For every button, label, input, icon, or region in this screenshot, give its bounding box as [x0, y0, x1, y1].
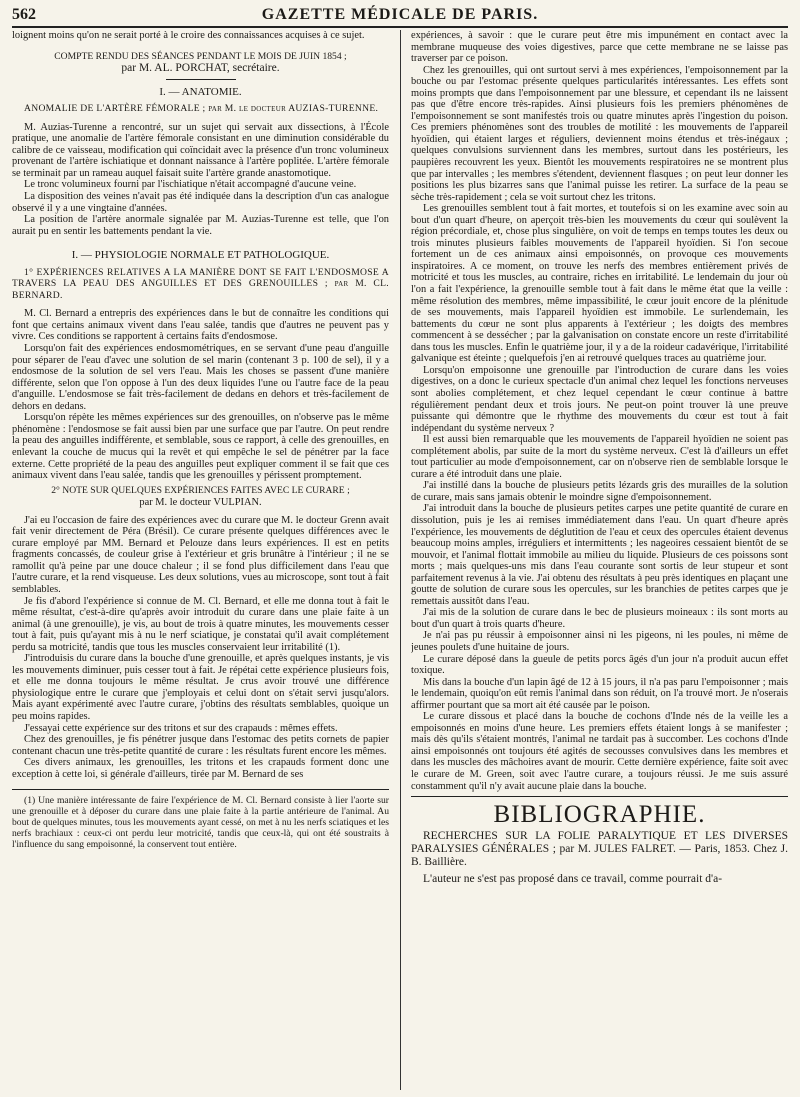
anomaly-title: ANOMALIE DE L'ARTÈRE FÉMORALE ; par M. le docteur AUZIAS-TURENNE. — [24, 103, 379, 115]
journal-title: GAZETTE MÉDICALE DE PARIS. — [261, 6, 539, 23]
endosmosis-paragraph: M. Cl. Bernard a entrepris des expériences dans le but de connaître les conditions qui font que certains animaux vivent dans l'eau salée, tandis que d'autres ne peuvent pas y vivre. Ces conditions se rapportent à certains faits d'endosmose. — [12, 308, 389, 343]
footnote: (1) Une manière intéressante de faire l'expérience de M. Cl. Bernard consiste à lier l'aorte sur une grenouille et à déposer du curare dans une plaie faite à la partie antérieure de l'animal. Au bout de quelques minutes, tous les mouvements ayant cessé, on met à nu les nerfs sciatiques et les nerfs brachiaux : ceux-ci ont perdu leur motricité, tandis que ceux-là, qui ont été soustraits à l'influence du sang empoisonné, la conservent tout entière. — [12, 795, 389, 851]
curare-paragraph: Je fis d'abord l'expérience si connue de M. Cl. Bernard, et elle me donna tout à fait le même résultat, c'est-à-dire qu'après avoir introduit du curare dans une plaie faite à un animal (à une grenouille), je vis, au bout de trois à quatre minutes, les mouvements cesser tout à fait, puis qu'ayant mis à nu le nerf sciatique, je constatai qu'il avait complétement perdu sa motricité, tandis que tous les muscles conservaient leur irritabilité (1). — [12, 595, 389, 653]
intro-paragraph: loignent moins qu'on ne serait porté à le croire des connaissances acquises à ce sujet. — [12, 30, 365, 41]
curare-paragraph: Chez des grenouilles, je fis pénétrer jusque dans l'estomac des petits cornets de papier contenant chacun une très-petite quantité de curare : les résultats furent encore les mêmes. — [12, 734, 389, 757]
left-column — [12, 30, 389, 1090]
curare-paragraph: Le curare dissous et placé dans la bouche de cochons d'Inde nés de la veille les a empoisonnés en moins d'une heure. Les premiers effets étaient longs à se manifester ; mais dès qu'ils s'étaient montrés, l'animal ne tardait pas à succomber. Les cochons d'Inde ainsi empoisonnés ont toujours été agités de secousses convulsives dans les membres et dans les muscles des mâchoires avant de mourir. Cette dernière expérience, faite soit avec le curare de M. Green, soit avec l'autre curare, a toujours réussi. Je me suis assuré constamment qu'il n'y avait aucune plaie dans la bouche. — [411, 711, 788, 792]
curare-paragraph: Je n'ai pas pu réussir à empoisonner ainsi ni les pigeons, ni les poules, ni même de jeunes poulets d'une huitaine de jours. — [411, 630, 788, 653]
column-divider — [400, 30, 401, 1090]
footnote-rule — [12, 789, 389, 790]
report-author: par M. AL. PORCHAT, secrétaire. — [121, 62, 280, 75]
page-header — [12, 4, 788, 28]
endosmosis-title: 1° EXPÉRIENCES RELATIVES A LA MANIÈRE DONT SE FAIT L'ENDOSMOSE A TRAVERS LA PEAU DES ANGUILLES ET DES GRENOUILLES ; par M. CL. BERNARD. — [12, 266, 389, 301]
curare-paragraph: J'ai mis de la solution de curare dans le bec de plusieurs moineaux : ils sont morts au bout d'un quart à trois quarts d'heure. — [411, 607, 788, 630]
curare-paragraph: expériences, à savoir : que le curare peut être mis impunément en contact avec la membrane muqueuse des voies digestives, parce que cette membrane ne se laisse pas traverser par ce poison. — [411, 30, 788, 65]
review-paragraph: L'auteur ne s'est pas proposé dans ce travail, comme pourrait d'a- — [423, 873, 723, 886]
curare-paragraph: Chez les grenouilles, qui ont surtout servi à mes expériences, l'empoisonnement par la bouche ou par l'estomac présente quelques particularités intéressantes. Les effets sont moins prompts que dans l'empoisonnement par une blessure, et cependant ils ne laissent pas que d'être encore très-rapides. Ainsi plusieurs fois les premiers phénomènes de l'empoisonnement se sont manifestés trois ou quatre minutes après l'ingestion du poison. Ces premiers phénomènes sont des troubles de motilité : les mouvements de l'appareil hyoïdien, qui étaient larges et réguliers, deviennent moins étendus et très-inégaux ; quelques convulsions surviennent dans les membres, surtout dans les postérieurs, les paupières recouvrent les yeux. Bientôt les mouvements respiratoires ne se montrent plus que par intervalles ; les membres s'étendent, deviennent flasques ; on peut leur donner les positions les plus bizarres sans que l'animal puisse les retirer. La surface de la peau se sèche très-rapidement ; cela se voit surtout chez les tritons. — [411, 64, 788, 203]
curare-title: 2° NOTE SUR QUELQUES EXPÉRIENCES FAITES AVEC LE CURARE ; — [51, 484, 350, 496]
anatomy-paragraph: La disposition des veines n'avait pas été indiquée dans la description d'un cas analogue observé il y a une vingtaine d'années. — [12, 191, 389, 214]
anatomy-paragraph: Le tronc volumineux fourni par l'ischiatique n'était accompagné d'aucune veine. — [24, 179, 357, 191]
curare-paragraph: Les grenouilles semblent tout à fait mortes, et toutefois si on les examine avec soin au bout d'un quart d'heure, on aperçoit très-bien les mouvements du cœur qui soulèvent la région précordiale, et, chose plus singulière, on voit de temps en temps toutes les deux ou trois minutes plusieurs faibles mouvements de l'appareil hyoïdien. Si l'on secoue fortement un de ces animaux ainsi empoisonnés, on provoque ces mouvements inspiratoires. A ce moment, on trouve les nerfs des membres entièrement privés de motricité et tous les muscles, au contraire, riches en irritabilité. Le lendemain du jour où l'on a fait l'expérience, la grenouille semble tout à fait dans le même état que la veille : même résolution des membres, même impassibilité, le cœur jouit encore de la plénitude de ses mouvements, mais l'appareil hyoïdien est immobile. Le surlendemain, les battements du cœur ne sont plus apparents à l'extérieur ; les doigts des membres commencent à se dessécher ; par la galvanisation on constate encore un reste d'irritabilité dans tous les muscles. Enfin le quatrième jour, il y a de la roideur cadavérique, l'irritabilité galvanique est éteinte ; quelquefois j'en ai retrouvé quelques traces au quatrième jour. — [411, 203, 788, 365]
section-anatomy: I. — ANATOMIE. — [159, 85, 242, 98]
bibliography-section — [411, 796, 788, 886]
bibliography-heading: BIBLIOGRAPHIE. — [493, 801, 706, 829]
curare-paragraph: J'introduisis du curare dans la bouche d'une grenouille, et après quelques instants, je vis les mouvements diminuer, puis cesser tout à fait. Je répétai cette expérience plusieurs fois, et elle me donna toujours le même résultat. Je crus avoir trouvé une différence physiologique entre le curare que j'employais et celui dont on s'était servi jusqu'alors. Mais ayant expérimenté avec l'autre curare, j'obtins des résultats semblables, quoique un peu moins rapides. — [12, 653, 389, 722]
section-physiology: I. — PHYSIOLOGIE NORMALE ET PATHOLOGIQUE. — [71, 249, 330, 262]
curare-paragraph: J'ai instillé dans la bouche de plusieurs petits lézards gris des murailles de la solution de curare, mais sans jamais obtenir le moindre signe d'empoisonnement. — [411, 480, 788, 503]
curare-paragraph: Il est aussi bien remarquable que les mouvements de l'appareil hyoïdien ne soient pas complétement abolis, par suite de la mort du système nerveux. C'est là d'ailleurs un effet tout particulier au mode d'empoisonnement, car on n'observe rien de semblable lorsque le curare a été introduit dans une plaie. — [411, 434, 788, 480]
anatomy-paragraph: La position de l'artère anormale signalée par M. Auzias-Turenne est telle, que l'on aurait pu en sentir les battements pendant la vie. — [12, 214, 389, 237]
endosmosis-paragraph: Lorsqu'on fait des expériences endosmométriques, en se servant d'une peau d'anguille pour séparer de l'eau d'avec une solution de sel marin (contenant 3 p. 100 de sel), il y a endosmose de la solution de sel vers l'eau. Mais les choses se passent d'une manière différente, selon que l'on oppose à l'un des deux liquides l'une ou l'autre face de la peau d'anguille. L'endosmose se fait très-facilement de dedans en dehors et très-facilement de dehors en dedans. — [12, 343, 389, 412]
page-number: 562 — [12, 6, 36, 23]
curare-paragraph: J'ai eu l'occasion de faire des expériences avec du curare que M. le docteur Grenn avait fait venir directement de Péra (Brésil). Ce curare présente quelques différences avec le curare employé par MM. Bernard et Pelouze dans leurs expériences. Il est en petits fragments concassés, de couleur grise à l'extérieur et gris brunâtre à l'intérieur ; il ne se ramollit qu'à peine par une douce chaleur ; il se fond plus difficilement dans l'eau que l'autre curare, et la rend visqueuse. Les deux solutions, vues au microscope, sont tout à fait semblables. — [12, 514, 389, 595]
curare-paragraph: J'essayai cette expérience sur des tritons et sur des crapauds : mêmes effets. — [24, 722, 338, 734]
report-title: COMPTE RENDU DES SÉANCES PENDANT LE MOIS DE JUIN 1854 ; — [54, 50, 347, 62]
curare-paragraph: J'ai introduit dans la bouche de plusieurs petites carpes une petite quantité de curare en dissolution, puis je les ai remises immédiatement dans l'eau. Un quart d'heure après l'expérience, les mouvements de déglutition de l'eau et ceux des opercules étaient devenus beaucoup moins amples, irréguliers et intermittents ; les nageoires cessaient bientôt de se mouvoir, et l'animal flottait immobile au milieu du liquide. Plusieurs de ces poissons sont morts ; mais quelques-uns mis dans l'eau courante sont sortis de leur stupeur et sont parfaitement revenus à la vie. J'ai obtenu des résultats à peu près identiques en plaçant une goutte de solution de curare sous les opercules, sur les branchies de petites carpes que je remettais aussitôt dans l'eau. — [411, 503, 788, 607]
book-reference: RECHERCHES SUR LA FOLIE PARALYTIQUE ET LES DIVERSES PARALYSIES GÉNÉRALES ; par M. JULES FALRET. — Paris, 1853. Chez J. B. Baillière. — [411, 830, 788, 869]
curare-paragraph: Mis dans la bouche d'un lapin âgé de 12 à 15 jours, il n'a pas paru l'empoisonner ; mais le lendemain, quoiqu'on eût remis l'animal dans son réduit, on l'a trouvé mort. Je n'oserais affirmer pourtant que sa mort ait été causée par le poison. — [411, 676, 788, 711]
curare-author: par M. le docteur VULPIAN. — [139, 497, 262, 509]
right-column — [411, 30, 788, 1090]
curare-paragraph: Le curare déposé dans la gueule de petits porcs âgés d'un jour n'a produit aucun effet toxique. — [411, 653, 788, 677]
curare-paragraph: Ces divers animaux, les grenouilles, les tritons et les crapauds forment donc une exception à cette loi, si générale d'ailleurs, tirée par M. Bernard de ses — [12, 757, 389, 780]
anatomy-paragraph: M. Auzias-Turenne a rencontré, sur un sujet qui servait aux dissections, à l'École pratique, une anomalie de l'artère fémorale consistant en une diminution considérable du calibre de ce vaisseau, modification qui coïncidait avec la présence d'un tronc volumineux provenant de l'artère ischiatique et donnant naissance à l'artère poplitée. L'artère fémorale se terminait par un rameau auquel faisait suite l'artère grande anastomotique. — [12, 121, 389, 179]
divider-rule — [166, 79, 236, 80]
curare-paragraph: Lorsqu'on empoisonne une grenouille par l'introduction de curare dans les voies digestives, on a donc le curieux spectacle d'un animal chez lequel les fonctions nerveuses sont abolies complétement, et chez lequel cependant le cœur continue à battre régulièrement pendant deux et trois jours. Ne peut-on point trouver là une preuve puissante qui démontre que le rhythme des mouvements du cœur est tout à fait indépendant du système nerveux ? — [411, 364, 788, 434]
endosmosis-paragraph: Lorsqu'on répète les mêmes expériences sur des grenouilles, on n'observe pas le même phénomène : l'endosmose se fait aussi bien par une surface que par l'autre. On peut rendre la peau des anguilles indifférente, et semblable, sous ce rapport, à celle des grenouilles, en enlevant la couche de mucus qui la revêt et qui empêche le sel de pénétrer par la face externe. Cette propriété de la peau des anguilles peut expliquer comment il se fait que ces animaux vivent dans l'eau salée, tandis que les grenouilles y périssent promptement. — [12, 412, 389, 482]
